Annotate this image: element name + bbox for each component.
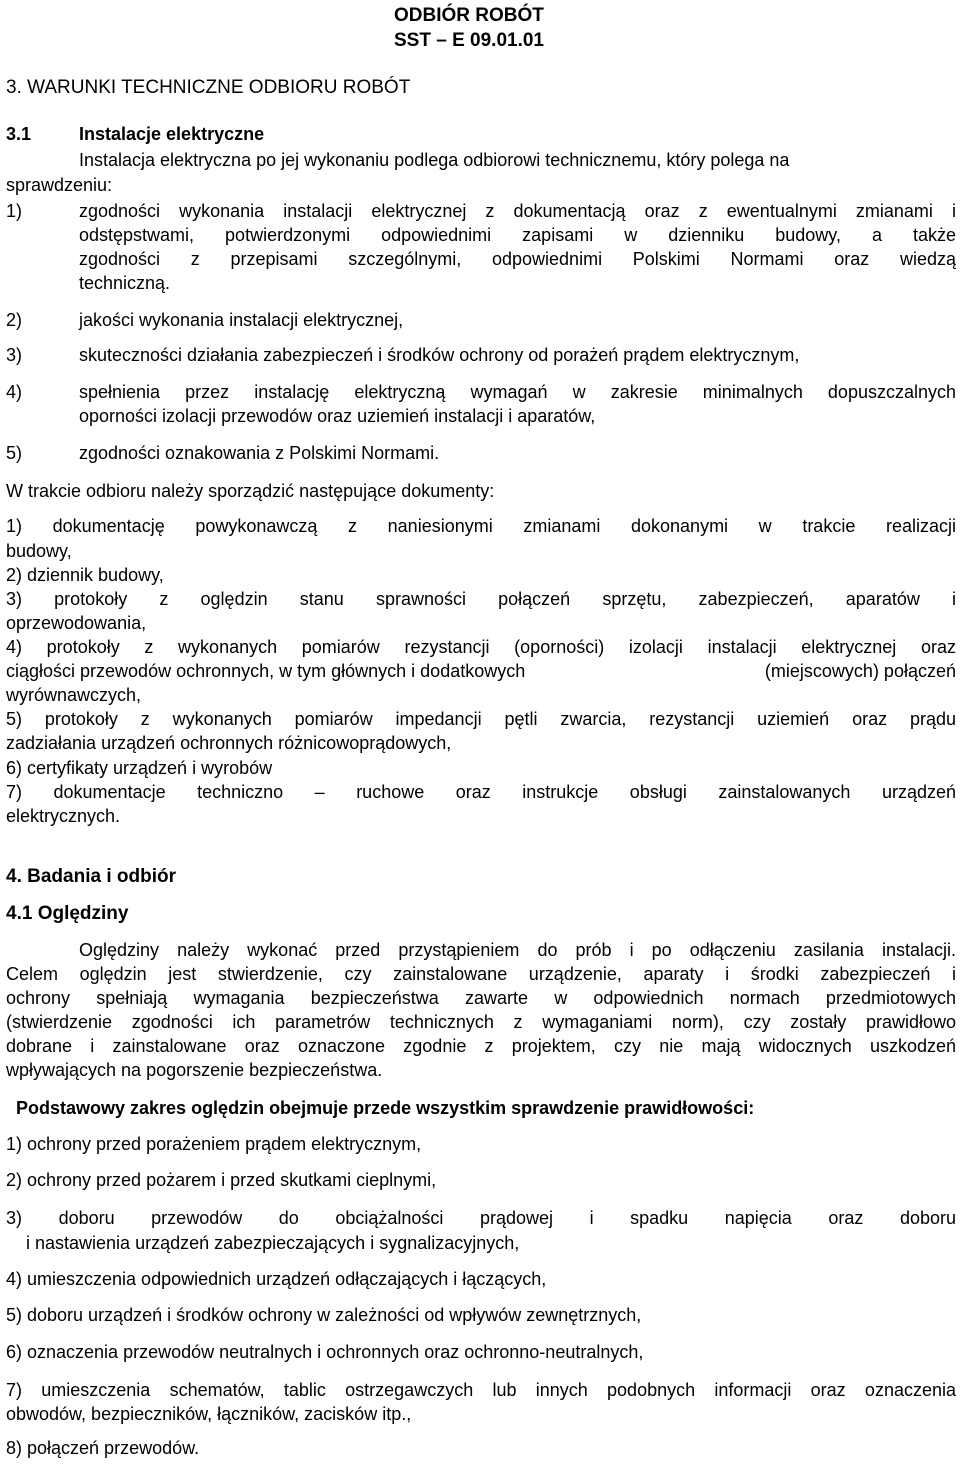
- doc-6: 6) certyfikaty urządzeń i wyrobów: [6, 758, 273, 778]
- doc-4-line-1: 4) protokoły z wykonanych pomiarów rezystancji (oporności) izolacji instalacji elektrycznej oraz: [6, 637, 956, 657]
- doc-3-line-2: oprzewodowania,: [6, 613, 147, 633]
- inspection-para-line-5: dobrane i zainstalowane oraz oznaczone zgodnie z projektem, czy nie mają widocznych uszkodzeń: [6, 1036, 956, 1056]
- section-4-1-title: 4.1 Oględziny: [6, 903, 129, 924]
- inspection-para-line-1: Oględziny należy wykonać przed przystąpieniem do prób i po odłączeniu zasilania instalacji.: [79, 940, 956, 960]
- item-3-number: 3): [6, 345, 23, 365]
- doc-1-line-1: 1) dokumentację powykonawczą z naniesionymi zmianami dokonanymi w trakcie realizacji: [6, 516, 956, 536]
- item-5-text: zgodności oznakowania z Polskimi Normami.: [79, 443, 440, 463]
- item-2-number: 2): [6, 310, 23, 330]
- item-5-number: 5): [6, 443, 23, 463]
- header-title: ODBIÓR ROBÓT: [394, 5, 544, 26]
- section-4-title: 4. Badania i odbiór: [6, 866, 176, 887]
- scope-item-3-line-2: i nastawienia urządzeń zabezpieczających i sygnalizacyjnych,: [26, 1233, 520, 1253]
- item-1-line-4: techniczną.: [79, 273, 171, 293]
- doc-5-line-1: 5) protokoły z wykonanych pomiarów impedancji pętli zwarcia, rezystancji uziemień oraz prądu: [6, 709, 956, 729]
- scope-item-1: 1) ochrony przed porażeniem prądem elektrycznym,: [6, 1134, 422, 1154]
- scope-item-8: 8) połączeń przewodów.: [6, 1438, 200, 1458]
- doc-4-line-2a: ciągłości przewodów ochronnych, w tym głównych i dodatkowych: [6, 661, 526, 681]
- inspection-para-line-3: ochrony spełniają wymagania bezpieczeństwa zawarte w odpowiednich normach przedmiotowych: [6, 988, 956, 1008]
- doc-7-line-1: 7) dokumentacje techniczno – ruchowe oraz instrukcje obsługi zainstalowanych urządzeń: [6, 782, 956, 802]
- item-4-line-2: oporności izolacji przewodów oraz uziemień instalacji i aparatów,: [79, 406, 596, 426]
- inspection-para-line-4: (stwierdzenie zgodności ich parametrów technicznych z wymaganiami norm), czy zostały prawidłowo: [6, 1012, 956, 1032]
- section-3-1-number: 3.1: [6, 124, 32, 144]
- item-2-text: jakości wykonania instalacji elektrycznej,: [79, 310, 404, 330]
- scope-item-7-line-2: obwodów, bezpieczników, łączników, zacisków itp.,: [6, 1404, 412, 1424]
- doc-4-line-2b: (miejscowych) połączeń: [764, 661, 956, 681]
- doc-2: 2) dziennik budowy,: [6, 565, 164, 585]
- doc-5-line-2: zadziałania urządzeń ochronnych różnicowoprądowych,: [6, 733, 452, 753]
- intro-line-1: Instalacja elektryczna po jej wykonaniu podlega odbiorowi technicznemu, który polega na: [79, 150, 790, 170]
- section-3-title: 3. WARUNKI TECHNICZNE ODBIORU ROBÓT: [6, 77, 411, 98]
- scope-item-3-line-1: 3) doboru przewodów do obciążalności prądowej i spadku napięcia oraz doboru: [6, 1208, 956, 1228]
- intro-line-2: sprawdzeniu:: [6, 175, 113, 195]
- item-1-number: 1): [6, 201, 23, 221]
- doc-1-line-2: budowy,: [6, 541, 72, 561]
- item-4-line-1: spełnienia przez instalację elektryczną wymagań w zakresie minimalnych dopuszczalnych: [79, 382, 956, 402]
- item-3-text: skuteczności działania zabezpieczeń i środków ochrony od porażeń prądem elektrycznym,: [79, 345, 800, 365]
- section-3-1-title: Instalacje elektryczne: [79, 124, 265, 144]
- item-4-number: 4): [6, 382, 23, 402]
- documents-intro: W trakcie odbioru należy sporządzić następujące dokumenty:: [6, 481, 495, 501]
- item-1-line-1: zgodności wykonania instalacji elektrycznej z dokumentacją oraz z ewentualnymi zmianami i: [79, 201, 956, 221]
- doc-3-line-1: 3) protokoły z oględzin stanu sprawności połączeń sprzętu, zabezpieczeń, aparatów i: [6, 589, 956, 609]
- header-spec-code: SST – E 09.01.01: [394, 30, 544, 51]
- doc-7-line-2: elektrycznych.: [6, 806, 121, 826]
- scope-item-4: 4) umieszczenia odpowiednich urządzeń odłączających i łączących,: [6, 1269, 547, 1289]
- item-1-line-3: zgodności z przepisami szczególnymi, odpowiednimi Polskimi Normami oraz wiedzą: [79, 249, 956, 269]
- item-1-line-2: odstępstwami, potwierdzonymi odpowiednimi zapisami w dzienniku budowy, a także: [79, 225, 956, 245]
- inspection-para-line-6: wpływających na pogorszenie bezpieczeństwa.: [6, 1060, 383, 1080]
- doc-4-line-3: wyrównawczych,: [6, 685, 142, 705]
- scope-title: Podstawowy zakres oględzin obejmuje przede wszystkim sprawdzenie prawidłowości:: [16, 1098, 755, 1118]
- scope-item-7-line-1: 7) umieszczenia schematów, tablic ostrzegawczych lub innych podobnych informacji oraz oznaczenia: [6, 1380, 956, 1400]
- scope-item-6: 6) oznaczenia przewodów neutralnych i ochronnych oraz ochronno-neutralnych,: [6, 1342, 644, 1362]
- inspection-para-line-2: Celem oględzin jest stwierdzenie, czy zainstalowane urządzenie, aparaty i środki zabezpieczeń i: [6, 964, 956, 984]
- scope-item-2: 2) ochrony przed pożarem i przed skutkami cieplnymi,: [6, 1170, 437, 1190]
- scope-item-5: 5) doboru urządzeń i środków ochrony w zależności od wpływów zewnętrznych,: [6, 1305, 642, 1325]
